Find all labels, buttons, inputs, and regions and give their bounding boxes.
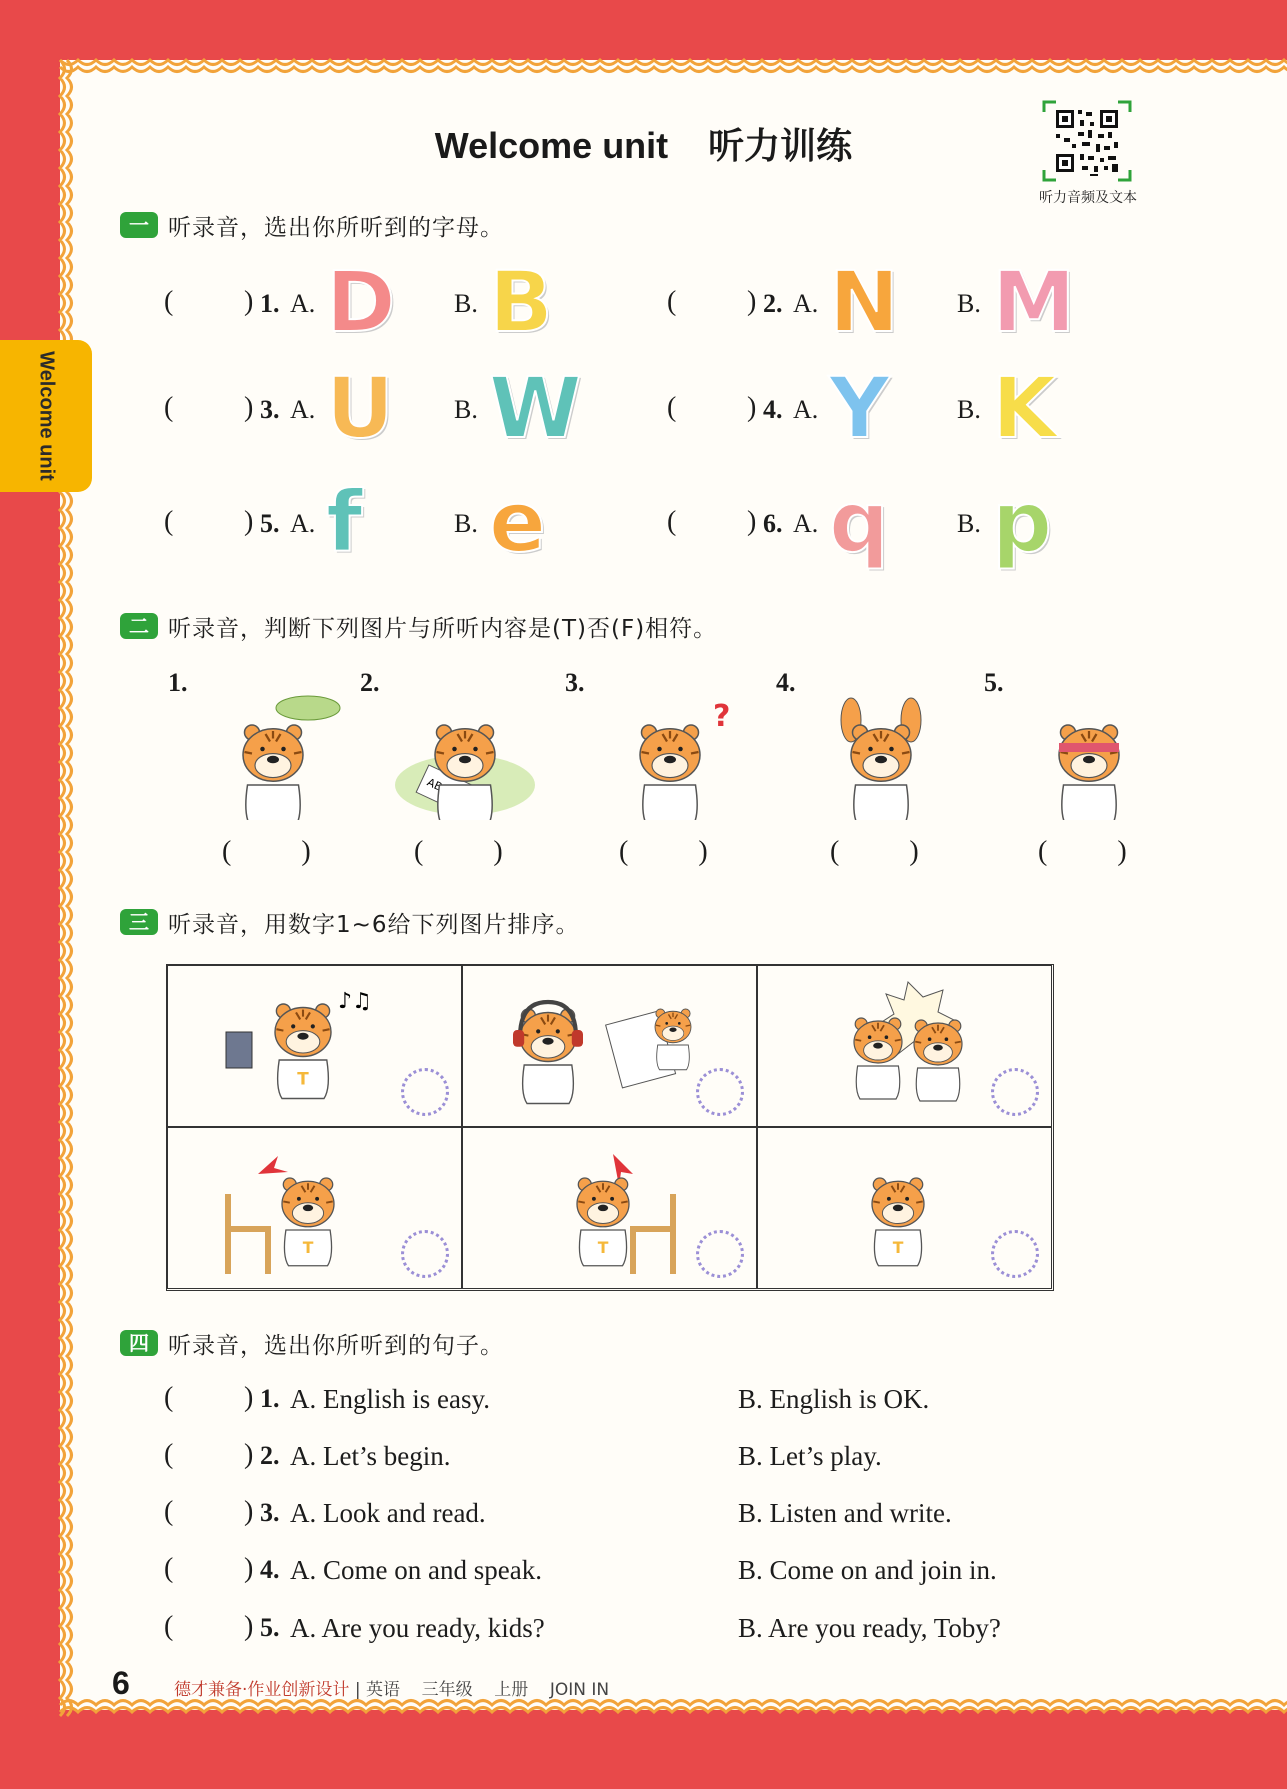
letter-option-b[interactable]: e <box>489 473 546 571</box>
answer-paren-close: ) <box>244 1496 254 1527</box>
sentence-option-a[interactable]: A. Look and read. <box>290 1498 486 1528</box>
answer-paren-close: ) <box>244 1382 254 1413</box>
answer-paren-open: ( <box>164 392 174 423</box>
option-b-label: B. <box>454 289 478 318</box>
section-1-heading <box>120 210 504 240</box>
letter-option-a[interactable]: Y <box>829 359 890 457</box>
option-a-label: A. <box>290 509 316 538</box>
question-number: 5. <box>260 1613 280 1642</box>
section-3-heading <box>120 907 580 937</box>
answer-paren-open: ( <box>164 286 174 317</box>
order-number-circle[interactable] <box>696 1230 744 1278</box>
option-b-label: B. <box>454 509 478 538</box>
page-number: 6 <box>112 1665 130 1701</box>
true-false-answer[interactable]: ( ) <box>619 836 708 867</box>
picture-tiger-thinking <box>198 690 348 820</box>
letter-option-a[interactable]: U <box>326 359 395 457</box>
order-number-circle[interactable] <box>991 1068 1039 1116</box>
ordering-grid <box>166 964 1054 1291</box>
option-b-label: B. <box>957 289 981 318</box>
tiger-illustration <box>854 1018 902 1099</box>
ordering-cell <box>757 965 1052 1127</box>
picture-tiger-confused <box>595 690 745 820</box>
answer-paren-close: ) <box>244 506 254 537</box>
ordering-cell <box>462 965 757 1127</box>
picture-tiger-singing-speaker <box>208 972 408 1122</box>
music-note-icon: ♪♫ <box>338 989 372 1014</box>
footer-subject: 英语 <box>365 1680 400 1700</box>
ordering-cell <box>167 1127 462 1289</box>
answer-paren-open: ( <box>164 1611 174 1642</box>
section-badge: 四 <box>120 1330 158 1356</box>
picture-tiger-headphones-drawing <box>503 972 703 1122</box>
svg-text:T: T <box>892 1238 904 1257</box>
side-tab-label: Welcome unit <box>35 351 58 481</box>
picture-tiger-jumping <box>798 1134 998 1284</box>
qr-code-icon[interactable] <box>1042 100 1132 182</box>
letter-option-b[interactable]: K <box>992 359 1058 457</box>
picture-number: 2. <box>360 668 380 697</box>
section-badge: 一 <box>120 212 158 238</box>
question-number: 3. <box>260 395 280 424</box>
option-a-label: A. <box>793 289 819 318</box>
tiger-illustration <box>243 725 303 820</box>
picture-tiger-blindfold <box>1014 690 1164 820</box>
tiger-illustration <box>1059 725 1119 820</box>
question-number: 2. <box>763 289 783 318</box>
tiger-illustration <box>851 725 911 820</box>
answer-paren-open: ( <box>164 1553 174 1584</box>
true-false-answer[interactable]: ( ) <box>1038 836 1127 867</box>
tiger-illustration <box>872 1178 924 1266</box>
question-number: 2. <box>260 1441 280 1470</box>
letter-option-a[interactable]: f <box>326 473 363 571</box>
true-false-answer[interactable]: ( ) <box>222 836 311 867</box>
question-number: 3. <box>260 1498 280 1527</box>
ordering-cell <box>462 1127 757 1289</box>
sentence-option-a[interactable]: A. Let’s begin. <box>290 1441 451 1471</box>
answer-paren-open: ( <box>164 1496 174 1527</box>
answer-paren-close: ) <box>747 286 757 317</box>
question-mark: ? <box>713 699 731 734</box>
tiger-illustration <box>282 1178 334 1266</box>
true-false-answer[interactable]: ( ) <box>830 836 919 867</box>
sentence-option-a[interactable]: A. Come on and speak. <box>290 1555 542 1585</box>
sentence-option-b[interactable]: B. Come on and join in. <box>738 1555 997 1585</box>
picture-tiger-sit-down <box>503 1134 703 1284</box>
option-b-label: B. <box>957 509 981 538</box>
answer-paren-open: ( <box>667 506 677 537</box>
picture-tiger-writing <box>390 690 540 820</box>
section-instruction: 听录音，选出你所听到的句子。 <box>168 1332 504 1359</box>
section-instruction: 听录音，判断下列图片与所听内容是(T)否(F)相符。 <box>168 615 718 642</box>
order-number-circle[interactable] <box>401 1230 449 1278</box>
letter-option-b[interactable]: W <box>489 359 582 457</box>
order-number-circle[interactable] <box>696 1068 744 1116</box>
answer-paren-open: ( <box>164 1382 174 1413</box>
qr-label: 听力音频及文本 <box>1039 190 1137 206</box>
question-number: 1. <box>260 1384 280 1413</box>
tiger-illustration <box>640 725 700 820</box>
letter-option-b[interactable]: p <box>992 473 1053 571</box>
svg-text:T: T <box>297 1068 309 1089</box>
picture-tiger-stand-up <box>208 1134 408 1284</box>
answer-paren-open: ( <box>667 392 677 423</box>
page-title: Welcome unit 听力训练 <box>434 125 853 166</box>
svg-text:T: T <box>302 1238 314 1257</box>
picture-number: 3. <box>565 668 585 697</box>
answer-paren-close: ) <box>244 1553 254 1584</box>
answer-paren-open: ( <box>164 506 174 537</box>
question-number: 4. <box>260 1555 280 1584</box>
option-b-label: B. <box>454 395 478 424</box>
option-a-label: A. <box>793 509 819 538</box>
sentence-option-b[interactable]: B. Let’s play. <box>738 1441 882 1471</box>
letter-option-a[interactable]: q <box>829 473 890 571</box>
tiger-illustration <box>914 1020 962 1101</box>
answer-paren-close: ) <box>244 286 254 317</box>
tiger-illustration <box>435 725 495 820</box>
picture-tigers-talking <box>798 972 998 1122</box>
answer-paren-open: ( <box>667 286 677 317</box>
sentence-option-b[interactable]: B. Are you ready, Toby? <box>738 1613 1001 1643</box>
answer-paren-close: ) <box>747 506 757 537</box>
footer-text: 德才兼备·作业创新设计 | 英语 三年级 上册 JOIN IN <box>174 1680 610 1700</box>
option-a-label: A. <box>290 395 316 424</box>
picture-number: 4. <box>776 668 796 697</box>
letter-option-a[interactable]: D <box>326 253 396 351</box>
ordering-cell <box>167 965 462 1127</box>
answer-paren-close: ) <box>244 1611 254 1642</box>
section-2-heading <box>120 611 717 641</box>
sentence-option-a[interactable]: A. English is easy. <box>290 1384 490 1414</box>
section-badge: 二 <box>120 613 158 639</box>
footer-series: 德才兼备·作业创新设计 <box>174 1680 350 1700</box>
footer-term: 上册 <box>494 1680 529 1700</box>
picture-tiger-hands-up <box>806 690 956 820</box>
svg-text:T: T <box>597 1238 609 1257</box>
letter-option-b[interactable]: M <box>992 253 1076 351</box>
tiger-illustration <box>577 1178 629 1266</box>
question-number: 6. <box>763 509 783 538</box>
sentence-option-b[interactable]: B. Listen and write. <box>738 1498 952 1528</box>
letter-option-b[interactable]: B <box>489 253 554 351</box>
letter-option-a[interactable]: N <box>829 253 900 351</box>
question-number: 1. <box>260 289 280 318</box>
answer-paren-close: ) <box>244 392 254 423</box>
sentence-option-b[interactable]: B. English is OK. <box>738 1384 930 1414</box>
picture-number: 5. <box>984 668 1004 697</box>
option-a-label: A. <box>793 395 819 424</box>
footer-grade: 三年级 <box>421 1680 473 1700</box>
tiger-illustration <box>275 1004 331 1099</box>
side-tab <box>0 340 92 492</box>
option-a-label: A. <box>290 289 316 318</box>
picture-number: 1. <box>168 668 188 697</box>
section-badge: 三 <box>120 909 158 935</box>
answer-paren-close: ) <box>244 1439 254 1470</box>
sentence-option-a[interactable]: A. Are you ready, kids? <box>290 1613 545 1643</box>
ordering-cell <box>757 1127 1052 1289</box>
question-number: 4. <box>763 395 783 424</box>
answer-paren-open: ( <box>164 1439 174 1470</box>
section-instruction: 听录音，选出你所听到的字母。 <box>168 214 504 241</box>
footer-edition: JOIN IN <box>549 1680 610 1700</box>
answer-paren-close: ) <box>747 392 757 423</box>
true-false-answer[interactable]: ( ) <box>414 836 503 867</box>
section-instruction: 听录音，用数字1~6给下列图片排序。 <box>168 911 580 938</box>
order-number-circle[interactable] <box>401 1068 449 1116</box>
tiger-illustration <box>513 1002 583 1104</box>
question-number: 5. <box>260 509 280 538</box>
order-number-circle[interactable] <box>991 1230 1039 1278</box>
option-b-label: B. <box>957 395 981 424</box>
section-4-heading <box>120 1328 504 1358</box>
